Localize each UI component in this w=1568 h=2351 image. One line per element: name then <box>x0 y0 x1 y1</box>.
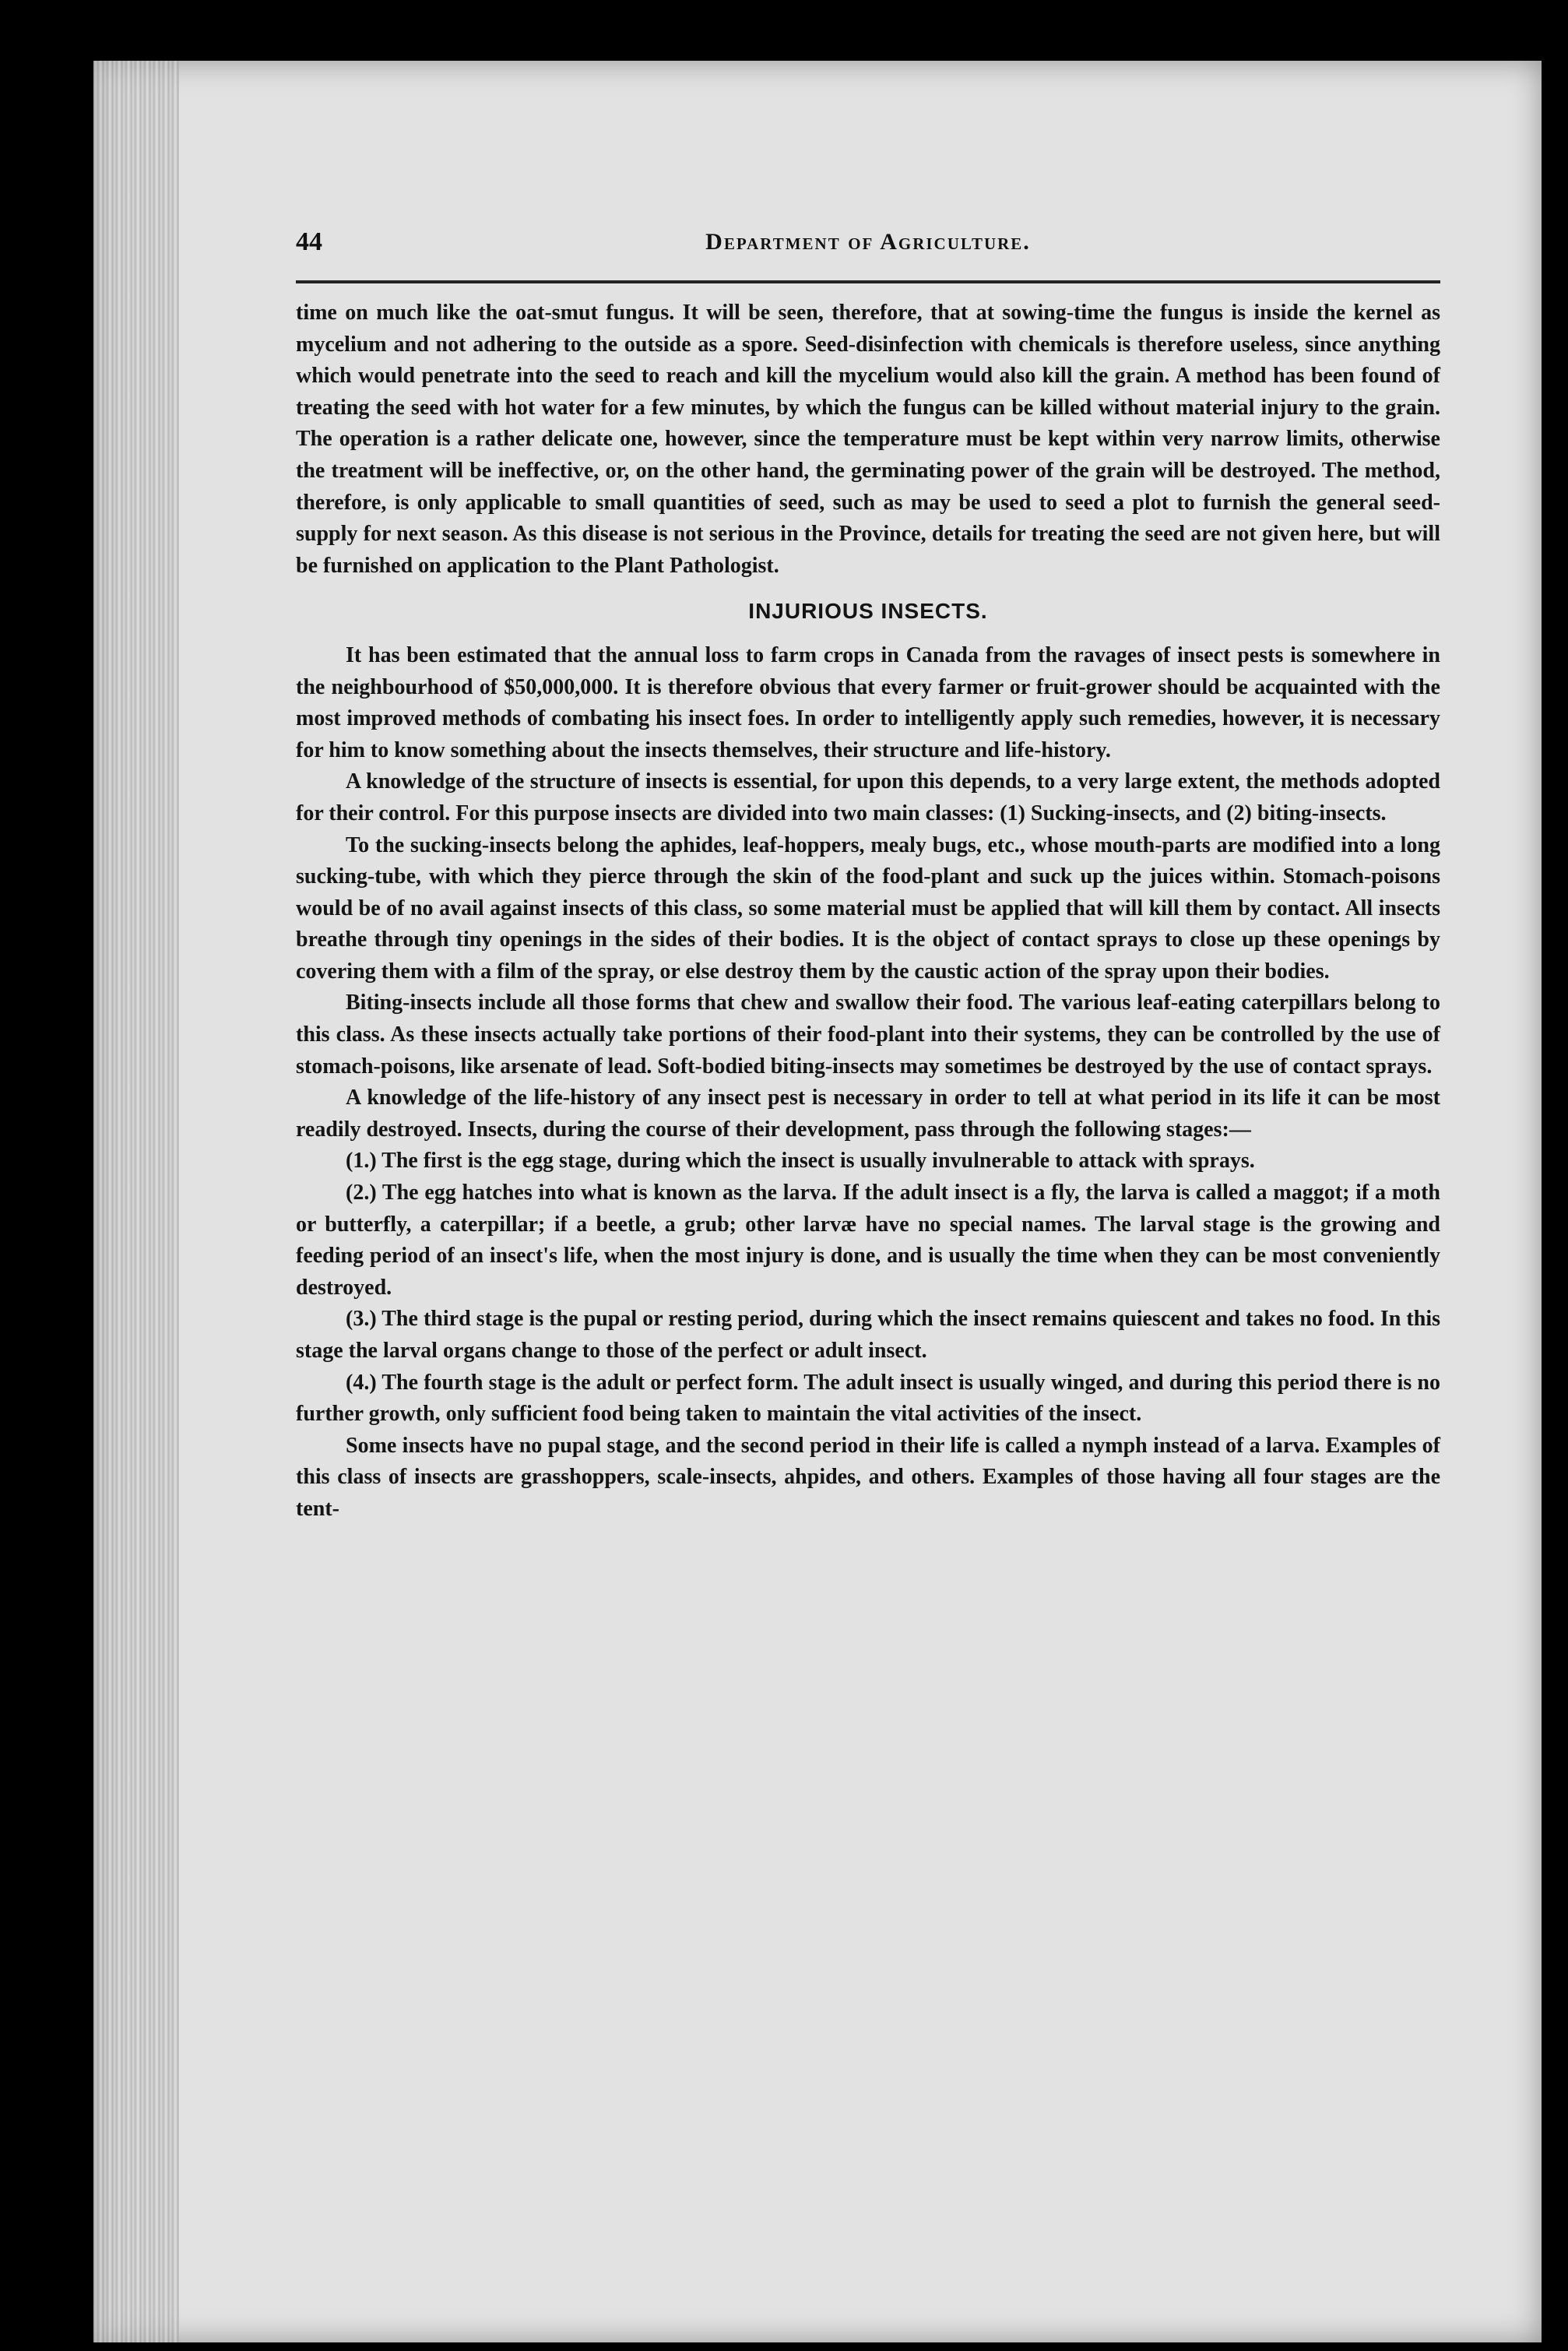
header-rule <box>296 280 1440 283</box>
paragraph-continuation: time on much like the oat-smut fungus. It will be seen, therefore, that at sowing-time the fungus is inside the kernel as mycelium and not adhering to the outside as a spore. Seed-disinfection with chemicals is therefore useless, since anything which would penetrate into the seed to reach and kill the mycelium would also kill the grain. A method has been found of treating the seed with hot water for a few minutes, by which the fungus can be killed without material injury to the grain. The operation is a rather delicate one, however, since the temperature must be kept within very narrow limits, otherwise the treatment will be ineffective, or, on the other hand, the germinating power of the grain will be destroyed. The method, therefore, is only applicable to small quantities of seed, such as may be used to seed a plot to furnish the general seed-supply for next season. As this disease is not serious in the Province, details for treating the seed are not given here, but will be furnished on application to the Plant Pathologist. <box>296 301 1440 578</box>
stage-item-2: (2.) The egg hatches into what is known as the larva. If the adult insect is a fly, the larva is called a maggot; if a moth or butterfly, a caterpillar; if a beetle, a grub; other larvæ have no special names. The larval stage is the growing and feeding period of an insect's life, when the most injury is done, and is usually the time when they can be most conveniently destroyed. <box>296 1181 1440 1300</box>
running-head <box>296 227 1440 274</box>
page-number: 44 <box>296 227 322 256</box>
running-title: Department of Agriculture. <box>705 229 1031 255</box>
paragraph: It has been estimated that the annual loss to farm crops in Canada from the ravages of insect pests is somewhere in the neighbourhood of $50,000,000. It is therefore obvious that every farmer or fruit-grower should be acquainted with the most improved methods of combating his insect foes. In order to intelligently apply such remedies, however, it is necessary for him to know something about the insects themselves, their structure and life-history. <box>296 642 1440 762</box>
paragraph: Some insects have no pupal stage, and the second period in their life is called a nymph instead of a larva. Examples of this class of insects are grasshoppers, scale-insects, ahpides, and others. Examples of those having all four stages are the tent- <box>296 1433 1440 1521</box>
body-text <box>296 297 1440 1526</box>
stage-item-3: (3.) The third stage is the pupal or resting period, during which the insect remains quiescent and takes no food. In this stage the larval organs change to those of the perfect or adult insect. <box>296 1307 1440 1363</box>
stage-item-1: (1.) The first is the egg stage, during which the insect is usually invulnerable to attack with sprays. <box>346 1149 1255 1174</box>
paragraph: A knowledge of the structure of insects is essential, for upon this depends, to a very large extent, the methods adopted for their control. For this purpose insects are divided into two main classes: (1) Sucking-insects, and (2) biting-insects. <box>296 769 1440 825</box>
paragraph: Biting-insects include all those forms that chew and swallow their food. The various leaf-eating caterpillars belong to this class. As these insects actually take portions of their food-plant into their systems, they can be controlled by the use of stomach-poisons, like arsenate of lead. Soft-bodied biting-insects may sometimes be destroyed by the use of contact sprays. <box>296 991 1440 1079</box>
section-heading-injurious-insects: INJURIOUS INSECTS. <box>748 599 988 624</box>
paragraph: A knowledge of the life-history of any insect pest is necessary in order to tell at what period in its life it can be most readily destroyed. Insects, during the course of their development, pass through the following stages:— <box>296 1086 1440 1142</box>
page-binding-edge <box>93 61 179 2342</box>
paragraph: To the sucking-insects belong the aphides, leaf-hoppers, mealy bugs, etc., whose mouth-parts are modified into a long sucking-tube, with which they pierce through the skin of the food-plant and suck up the juices within. Stomach-poisons would be of no avail against insects of this class, so some material must be applied that will kill them by contact. All insects breathe through tiny openings in the sides of their bodies. It is the object of contact sprays to close up these openings by covering them with a film of the spray, or else destroy them by the caustic action of the spray upon their bodies. <box>296 832 1440 984</box>
stage-item-4: (4.) The fourth stage is the adult or perfect form. The adult insect is usually winged, and during this period there is no further growth, only sufficient food being taken to maintain the vital activities of the insect. <box>296 1370 1440 1427</box>
